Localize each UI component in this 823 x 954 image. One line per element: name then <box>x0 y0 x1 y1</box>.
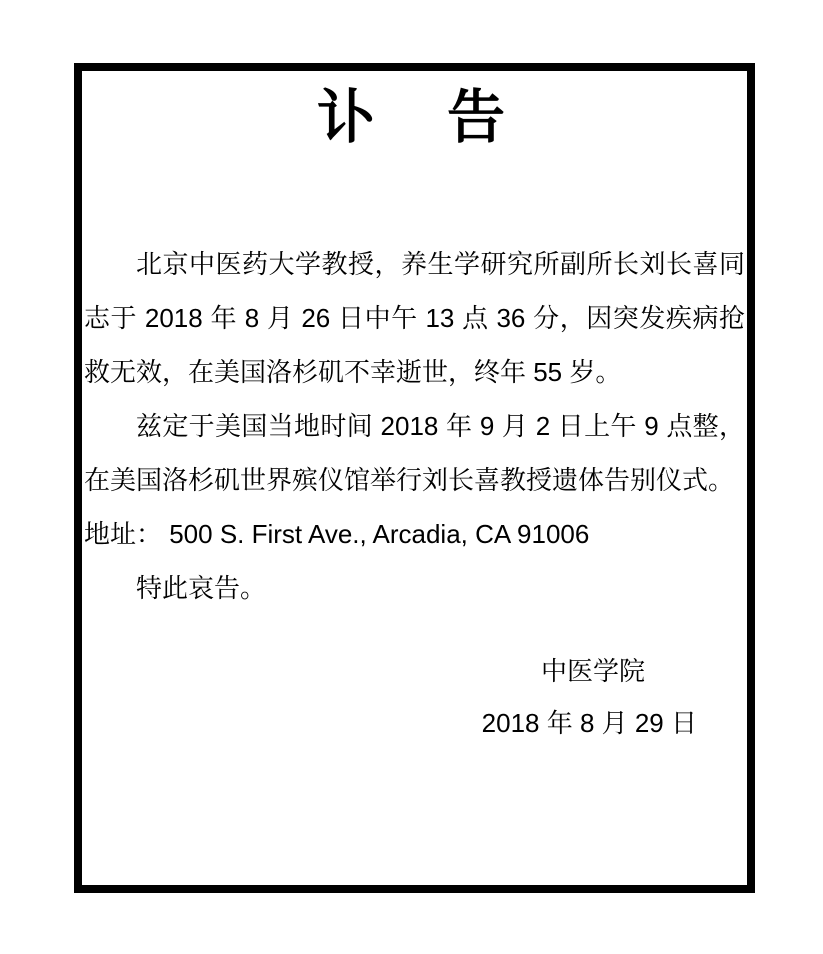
signature-block <box>84 645 745 749</box>
paragraph-deceased-info: 北京中医药大学教授，养生学研究所副所长刘长喜同志于 2018 年 8 月 26 日中午 13 点 36 分，因突发疾病抢救无效，在美国洛杉矶不幸逝世，终年 55 岁。 <box>84 249 745 387</box>
notice-title: 讣 告 <box>316 85 512 150</box>
signature-organization: 中医学院 <box>540 656 645 686</box>
paragraph-address: 地址： 500 S. First Ave., Arcadia, CA 91006 <box>84 519 590 549</box>
notice-body <box>84 237 745 615</box>
signature-date: 2018 年 8 月 29 日 <box>481 708 697 738</box>
paragraph-closing: 特此哀告。 <box>136 573 267 603</box>
notice-border-box <box>74 63 755 893</box>
paragraph-ceremony-info: 兹定于美国当地时间 2018 年 9 月 2 日上午 9 点整，在美国洛杉矶世界殡仪馆举行刘长喜教授遗体告别仪式。 <box>84 411 745 495</box>
